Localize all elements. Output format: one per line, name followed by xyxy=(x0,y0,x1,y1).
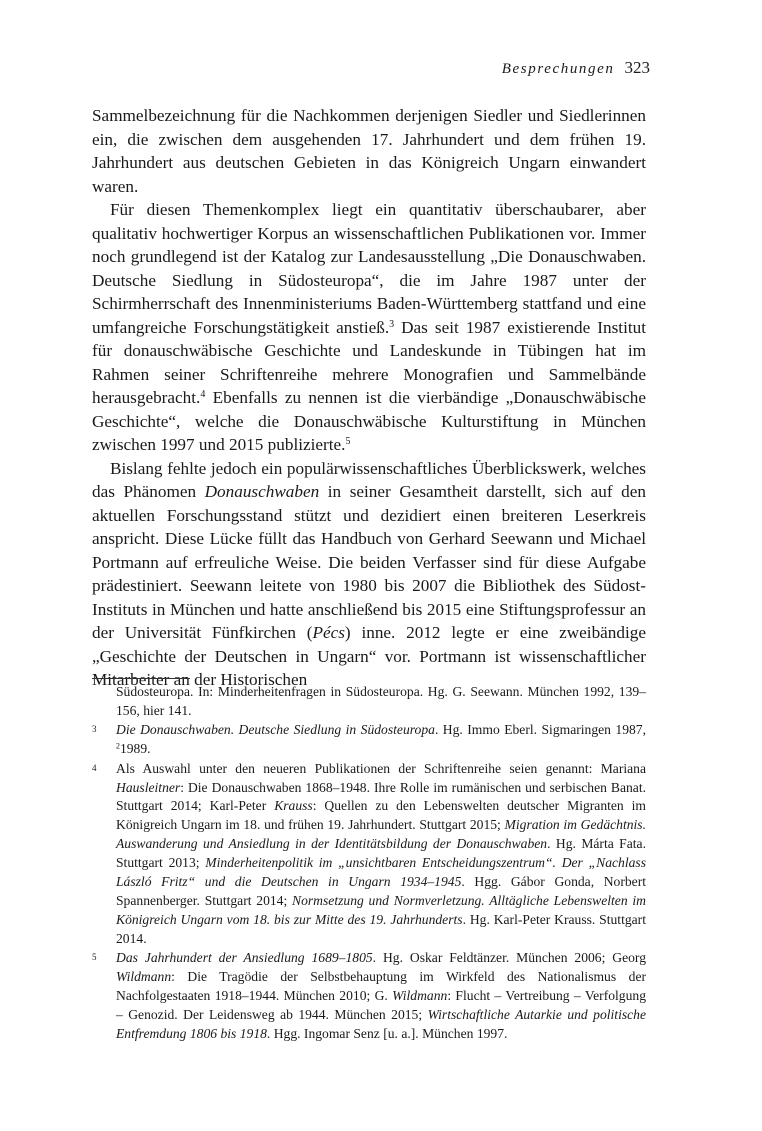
main-text xyxy=(92,104,646,692)
fn3-text-b: . Hg. Immo Eberl. Sigmaringen 1987, xyxy=(434,722,647,738)
footnote-ref-3[interactable]: 3 xyxy=(389,318,395,330)
fn4-author-hausleitner: Hausleitner xyxy=(116,779,181,795)
fn5-author-wildmann-1: Wildmann xyxy=(116,969,172,985)
fn5-text-b: . Hg. Oskar Feldtänzer. München 2006; Georg xyxy=(372,950,646,966)
fn3-title: Die Donauschwaben. Deutsche Siedlung in Südosteuropa xyxy=(116,722,435,738)
fn4-text-k: . Hg. Karl-Peter Krauss. Stuttgart 2014. xyxy=(116,911,646,946)
p2-text-b: Das seit 1987 existierende Institut für donauschwäbische Geschichte und Landeskunde in Tübingen hat im Rahmen seiner Schriftenreihe mehrere Monografien und Sammelbände herausgebracht. xyxy=(92,317,646,407)
fn4-title-minderheitenpolitik: Minderheitenpolitik im „unsichtbaren Entscheidungszentrum“. Der „Nachlass László Fritz“ und die Deutschen in Ungarn 1934–1945 xyxy=(116,855,646,890)
fn5-title-ansiedlung: Das Jahrhundert der Ansiedlung 1689–1805 xyxy=(116,950,373,966)
fn4-text-g: . Hg. Márta Fata. Stuttgart 2013; xyxy=(116,836,646,871)
p3-text-c: in seiner Gesamtheit darstellt, sich auf den aktuellen Forschungsstand stützt und dezidiert einen breiteren Leserkreis anspricht. Diese Lücke füllt das Handbuch von Gerhard Seewann und Michael Portmann auf erfreuliche Weise. Die beiden Verfasser sind für diese Aufgabe prädestiniert. Seewann leitete von 1980 bis 2007 die Bibliothek des Südost-Instituts in München und hatte anschließend bis 2015 eine Stiftungsprofessur an der Universität Fünfkirchen ( xyxy=(92,482,646,642)
fn5-title-autarkie: Wirtschaftliche Autarkie und politische Entfremdung 1806 bis 1918 xyxy=(116,1006,646,1041)
fn4-text-c: : Die Donauschwaben 1868–1948. Ihre Rolle im rumänischen und serbischen Banat. Stuttgart 2014; Karl-Peter xyxy=(116,779,646,814)
footnote-number-4: 4 xyxy=(92,762,97,773)
fn5-author-wildmann-2: Wildmann xyxy=(392,988,448,1003)
p2-text-c: Ebenfalls zu nennen ist die vierbändige „Donauschwäbische Geschichte“, welche die Donauschwäbische Kulturstiftung in München zwischen 1997 und 2015 publizierte. xyxy=(92,388,646,454)
paragraph-3 xyxy=(92,457,646,692)
fn4-title-normsetzung: Normsetzung und Normverletzung. Alltägliche Lebenswelten im Königreich Ungarn vom 18. bis zur Mitte des 19. Jahrhunderts xyxy=(116,892,646,927)
fn4-text-e: : Quellen zu den Lebenswelten deutscher Migranten im Königreich Ungarn im 18. und frühen 19. Jahrhundert. Stuttgart 2015; xyxy=(116,798,647,833)
footnote-3 xyxy=(92,721,646,759)
p3-text-e: ) inne. 2012 legte er eine zweibändige „Geschichte der Deutschen in Ungarn“ vor. Portmann ist wissenschaftlicher Mitarbeiter an der Historischen xyxy=(92,623,646,689)
fn5-text-h: . Hgg. Ingomar Senz [u. a.]. München 1997. xyxy=(266,1025,508,1041)
p3-text-a: Bislang fehlte jedoch ein populärwissenschaftliches Überblickswerk, welches das Phänomen xyxy=(92,458,646,501)
fn3-edition-sup: 2 xyxy=(116,741,120,751)
fn5-text-d: : Die Tragödie der Selbstbehauptung im Wirkfeld des Nationalismus der Nachfolgestaaten 1918–1944. München 2010; G. xyxy=(116,969,646,1003)
running-header xyxy=(502,58,650,78)
p3-term-pecs: Pécs xyxy=(312,623,345,642)
fn4-text-i: . Hgg. Gábor Gonda, Norbert Spannenberger. Stuttgart 2014; xyxy=(116,874,647,908)
paragraph-1 xyxy=(92,104,646,198)
footnote-continuation xyxy=(92,683,646,721)
fn4-author-krauss: Krauss xyxy=(274,798,313,814)
fn5-text-f: : Flucht – Vertreibung – Verfolgung – Genozid. Der Leidensweg ab 1944. München 2015; xyxy=(116,988,646,1022)
footnotes xyxy=(92,683,646,1044)
footnote-number-3: 3 xyxy=(92,724,97,735)
footnote-number-5: 5 xyxy=(92,952,97,963)
footnote-divider xyxy=(92,678,190,679)
page-number: 323 xyxy=(624,58,650,77)
footnote-5 xyxy=(92,949,646,1044)
fn4-title-migration: Migration im Gedächtnis. Auswanderung und Ansiedlung in der Identitätsbildung der Donauschwaben xyxy=(116,817,646,852)
running-title: Besprechungen xyxy=(501,61,615,77)
fn4-text-a: Als Auswahl unter den neueren Publikationen der Schriftenreihe seien genannt: Mariana xyxy=(116,760,646,776)
p2-text-a: Für diesen Themenkomplex liegt ein quantitativ überschaubarer, aber qualitativ hochwertiger Korpus an wissenschaftlichen Publikationen vor. Immer noch grundlegend ist der Katalog zur Landesausstellung „Die Donauschwaben. Deutsche Siedlung in Südosteuropa“, die im Jahre 1987 unter der Schirmherrschaft des Innenministeriums Baden-Württemberg stattfand und eine umfangreiche Forschungstätigkeit anstieß. xyxy=(92,200,646,337)
footnote-continuation-text: Südosteuropa. In: Minderheitenfragen in Südosteuropa. Hg. G. Seewann. München 1992, 139–156, hier 141. xyxy=(116,684,646,718)
footnote-ref-5[interactable]: 5 xyxy=(345,436,351,448)
paragraph-2 xyxy=(92,198,646,457)
footnote-4 xyxy=(92,760,646,949)
fn3-text-d: 1989. xyxy=(119,741,151,757)
footnote-ref-4[interactable]: 4 xyxy=(200,389,206,401)
p3-term-donauschwaben: Donauschwaben xyxy=(204,482,320,501)
p1-text: Sammelbezeichnung für die Nachkommen derjenigen Siedler und Siedlerinnen ein, die zwischen dem ausgehenden 17. Jahrhundert und dem frühen 19. Jahrhundert aus deutschen Gebieten in das Königreich Ungarn einwandert waren. xyxy=(92,106,646,196)
